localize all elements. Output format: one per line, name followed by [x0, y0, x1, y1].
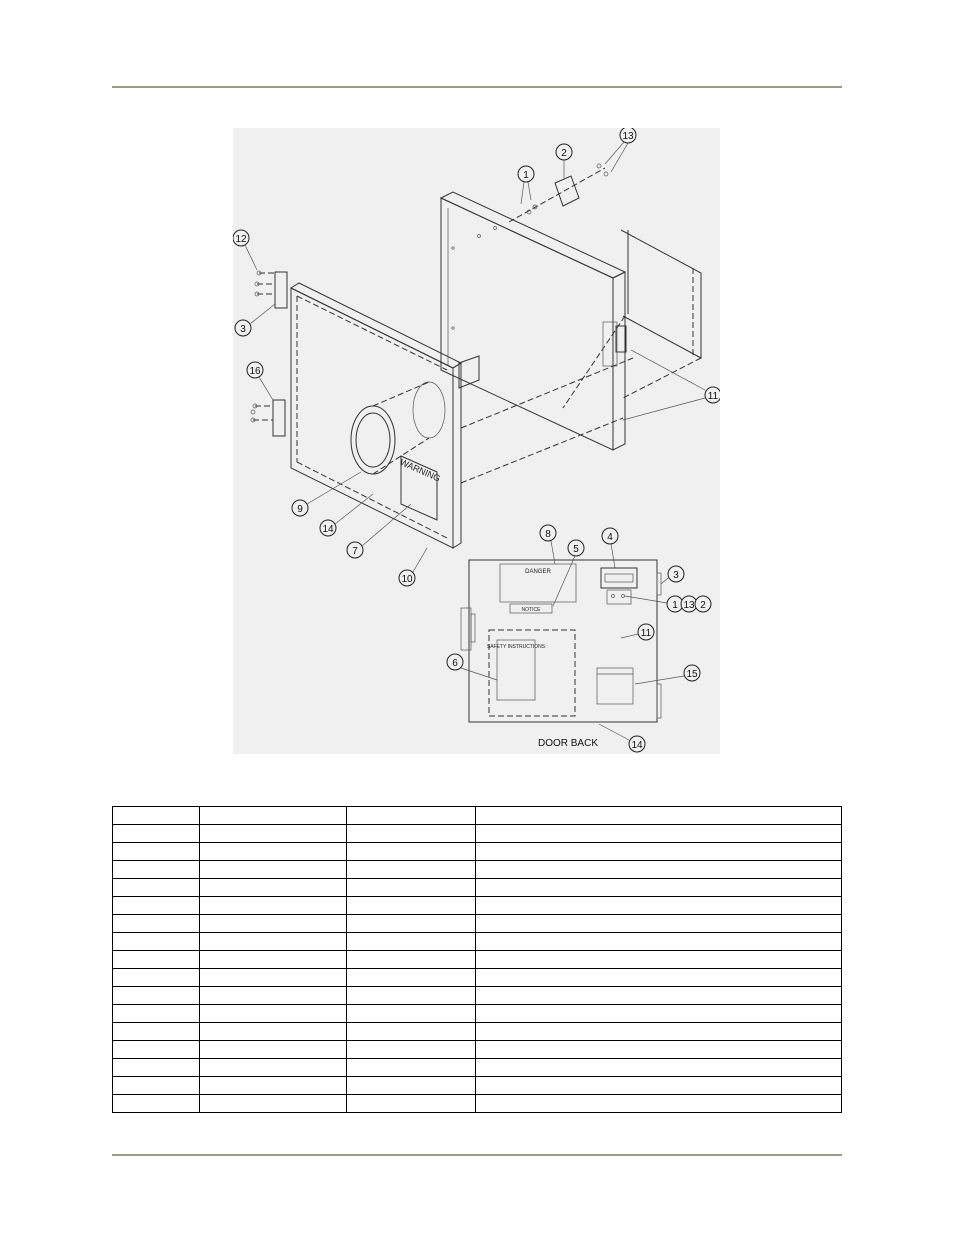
table-row [113, 987, 842, 1005]
svg-text:13: 13 [622, 131, 634, 142]
door-warning-label [398, 456, 442, 520]
inset-callout-2 [695, 596, 711, 612]
table-row [113, 951, 842, 969]
cabinet-frame [563, 230, 701, 408]
svg-text:11: 11 [640, 628, 652, 639]
table-row [113, 861, 842, 879]
parts-list-table [112, 806, 842, 1113]
callout-13 [605, 128, 636, 172]
callout-16 [247, 362, 273, 400]
table-row [113, 1059, 842, 1077]
danger-label-text: DANGER [525, 569, 551, 575]
safety-instructions-text: SAFETY INSTRUCTIONS [486, 644, 546, 650]
upper-hinge [255, 271, 287, 308]
svg-text:6: 6 [452, 658, 458, 669]
table-row [113, 933, 842, 951]
svg-text:13: 13 [683, 600, 695, 611]
callout-9 [292, 472, 361, 516]
svg-text:11: 11 [707, 391, 719, 402]
inset-callout-15 [635, 665, 700, 684]
svg-text:4: 4 [607, 532, 613, 543]
callout-14 [320, 494, 373, 536]
callout-1 [518, 166, 534, 204]
door-panel [291, 283, 633, 548]
table-row [113, 879, 842, 897]
svg-text:7: 7 [352, 546, 358, 557]
svg-text:5: 5 [573, 544, 579, 555]
callout-11 [623, 350, 720, 420]
svg-text:3: 3 [240, 324, 246, 335]
table-row [113, 1005, 842, 1023]
header-rule [112, 86, 842, 88]
table-row [113, 1023, 842, 1041]
svg-text:8: 8 [545, 529, 551, 540]
callout-3 [235, 304, 275, 336]
rear-panel [441, 192, 625, 450]
inset-callout-14 [599, 724, 645, 752]
warning-decal [597, 668, 633, 704]
svg-text:15: 15 [686, 669, 698, 680]
callout-12 [233, 230, 257, 270]
table-row [113, 969, 842, 987]
svg-text:3: 3 [673, 570, 679, 581]
table-row [113, 1077, 842, 1095]
warning-label-text: WARNING [398, 456, 442, 484]
svg-text:2: 2 [700, 600, 706, 611]
callout-10 [399, 548, 427, 586]
inset-callout-1 [625, 596, 683, 612]
svg-text:1: 1 [523, 170, 529, 181]
inset-callout-8 [540, 525, 556, 564]
table-row [113, 843, 842, 861]
lower-hinge [251, 400, 285, 436]
footer-rule [112, 1154, 842, 1156]
notice-label-text: NOTICE [521, 607, 541, 613]
svg-text:14: 14 [322, 524, 334, 535]
callout-7 [347, 504, 411, 558]
svg-text:16: 16 [249, 366, 261, 377]
inset-callout-3 [661, 566, 684, 584]
exploded-parts-diagram [233, 128, 720, 754]
table-row [113, 825, 842, 843]
svg-text:9: 9 [297, 504, 303, 515]
svg-text:10: 10 [401, 574, 413, 585]
inset-callout-5 [553, 540, 584, 606]
svg-text:2: 2 [561, 148, 567, 159]
inset-callout-11 [621, 624, 654, 640]
table-row [113, 1095, 842, 1113]
table-row [113, 915, 842, 933]
table-row [113, 897, 842, 915]
inset-callout-4 [602, 528, 618, 568]
callout-2 [556, 144, 572, 178]
table-row [113, 807, 842, 825]
table-row [113, 1041, 842, 1059]
svg-text:12: 12 [235, 234, 247, 245]
svg-text:1: 1 [672, 600, 678, 611]
svg-text:14: 14 [631, 740, 643, 751]
door-back-caption: DOOR BACK [537, 738, 599, 749]
